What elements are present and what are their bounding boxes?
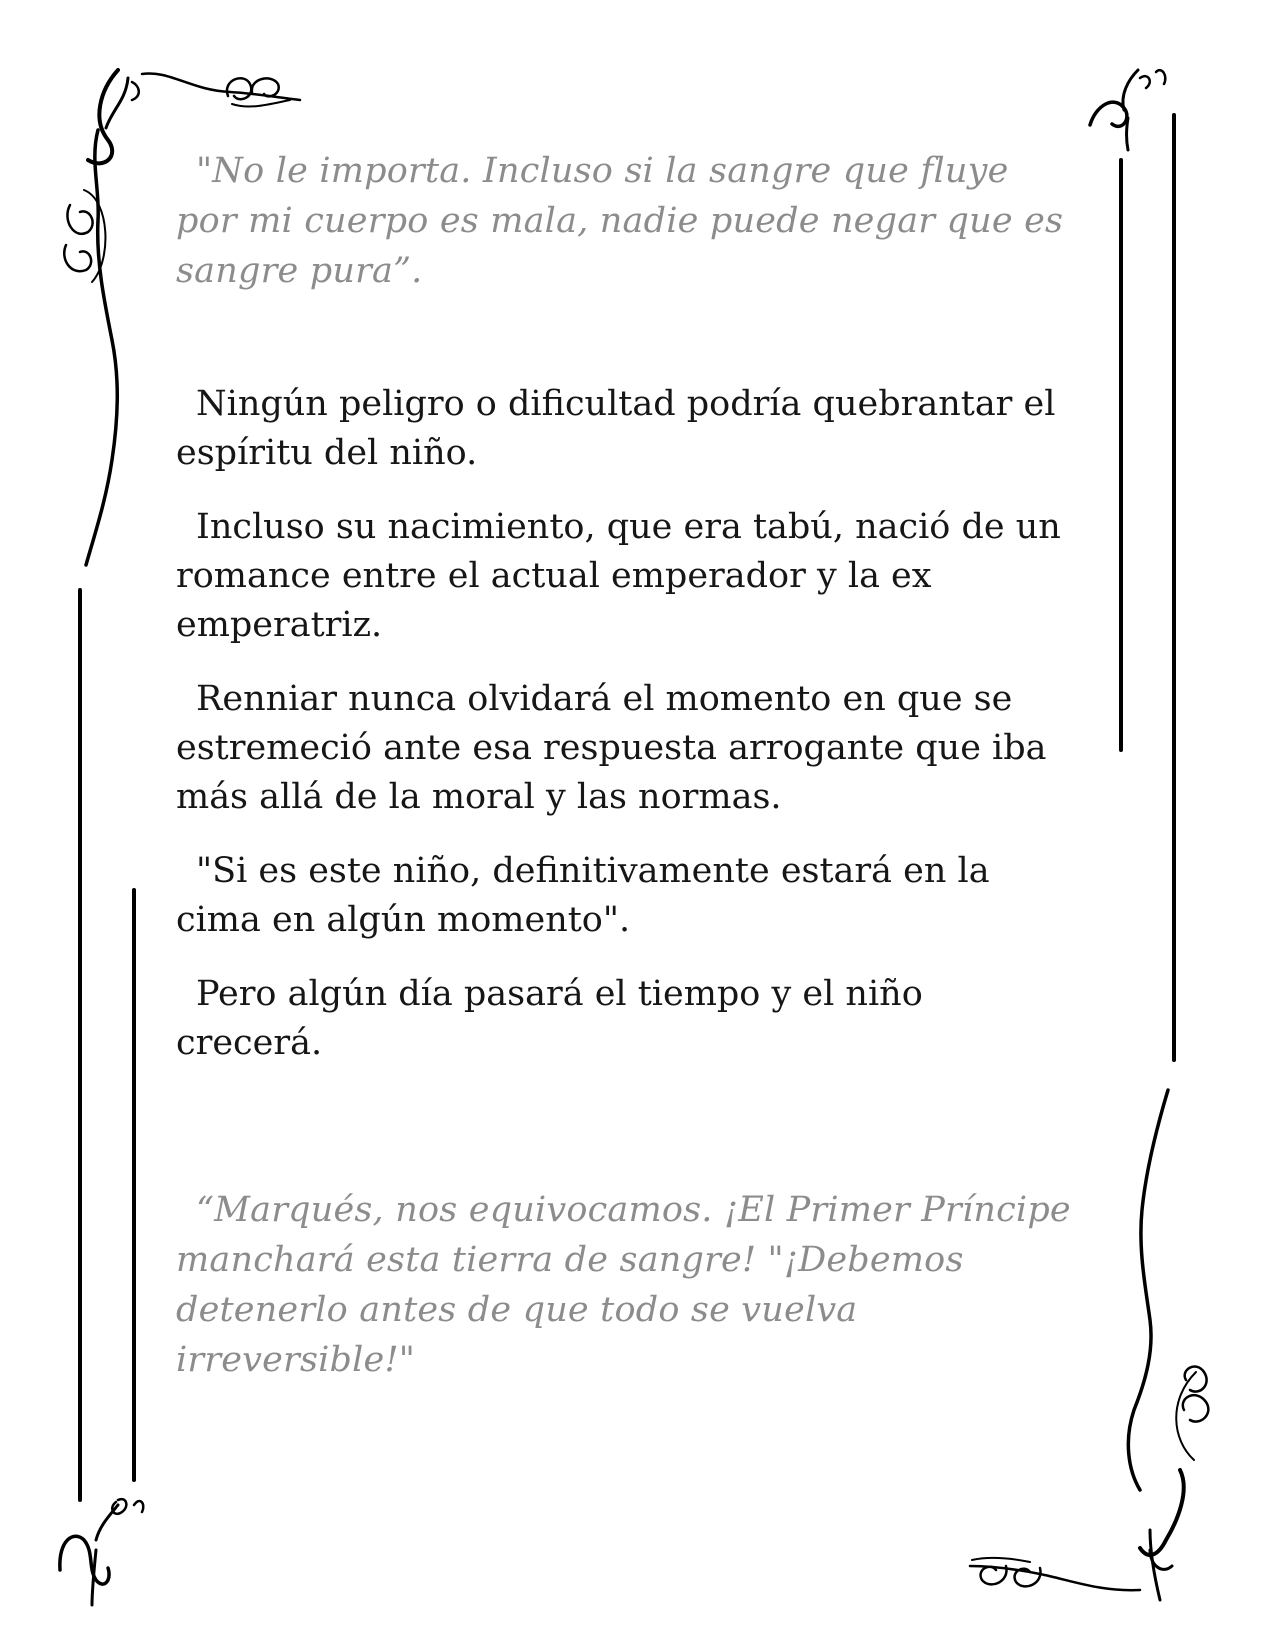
- paragraph: Incluso su nacimiento, que era tabú, nació de un romance entre el actual emperador y la ex emperatriz.: [176, 507, 1061, 645]
- opening-quote: [176, 146, 1076, 296]
- paragraph: Ningún peligro o dificultad podría quebrantar el espíritu del niño.: [176, 384, 1056, 473]
- narrative-body: [176, 380, 1076, 1068]
- paragraph: Pero algún día pasará el tiempo y el niño crecerá.: [176, 974, 923, 1063]
- paragraph: Renniar nunca olvidará el momento en que se estremeció ante esa respuesta arrogante que iba más allá de la moral y las normas.: [176, 679, 1047, 817]
- flourish-top-right: [1090, 70, 1165, 150]
- closing-quote: [176, 1185, 1076, 1385]
- paragraph: "Si es este niño, definitivamente estará en la cima en algún momento".: [176, 851, 990, 940]
- flourish-bottom-left: [60, 1499, 143, 1605]
- opening-quote-text: "No le importa. Incluso si la sangre que fluye por mi cuerpo es mala, nadie puede negar que es sangre pura”.: [176, 151, 1064, 291]
- closing-quote-text: “Marqués, nos equivocamos. ¡El Primer Príncipe manchará esta tierra de sangre! "¡Debemos detenerlo antes de que todo se vuelva irreversible!": [176, 1190, 1071, 1380]
